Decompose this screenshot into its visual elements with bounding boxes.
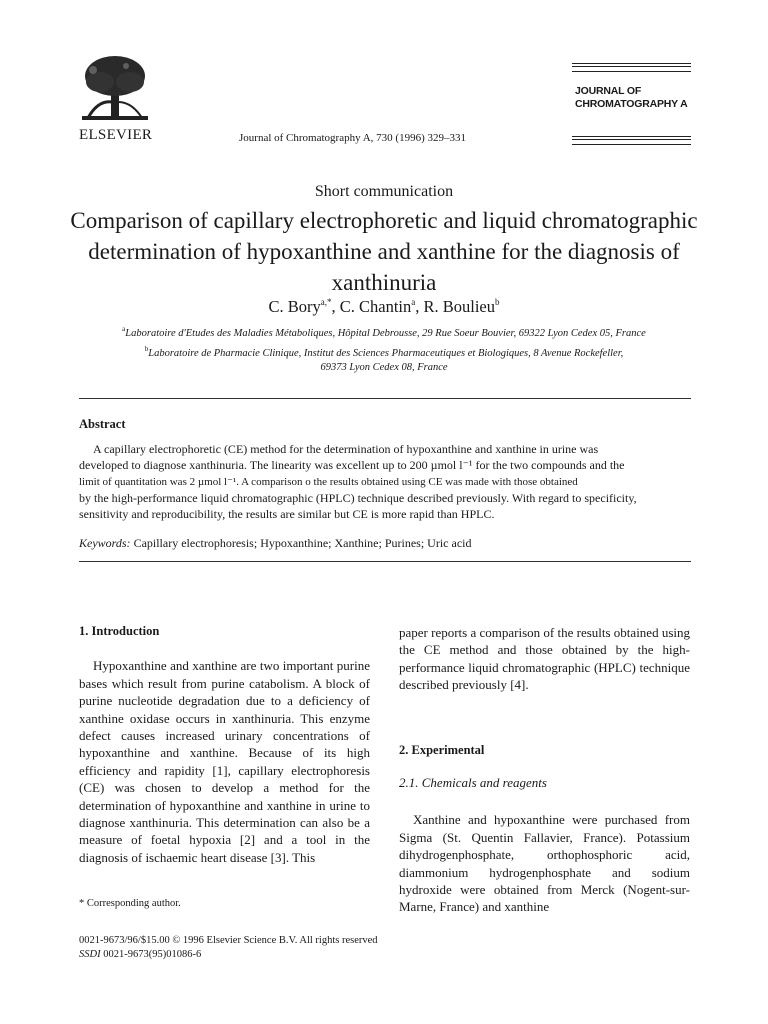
ssdi-line: SSDI 0021-9673(95)01086-6	[79, 949, 202, 960]
keywords-list: Capillary electrophoresis; Hypoxanthine; Xanthine; Purines; Uric acid	[133, 536, 472, 550]
journal-rule	[572, 136, 691, 137]
author-name: C. Bory	[268, 297, 321, 316]
abstract-body	[79, 441, 691, 522]
affiliation-line: $^b$Laboratoire de Pharmacie Clinique, Institut des Sciences Pharmaceutiques et Biologiques, 8 Avenue Rockefeller,	[144, 344, 624, 359]
article-title: Comparison of capillary electrophoretic and liquid chromatographic determination of hypoxanthine and xanthine for the diagnosis of xanthinuria	[70, 208, 698, 295]
abstract-line: A capillary electrophoretic (CE) method for the determination of hypoxanthine and xanthine in urine was	[93, 442, 599, 456]
copyright-info	[79, 934, 378, 962]
journal-name: JOURNAL OF CHROMATOGRAPHY A	[575, 85, 688, 110]
section-divider	[79, 398, 691, 399]
journal-rule	[572, 71, 691, 72]
subsection-heading: 2.1. Chemicals and reagents	[399, 775, 547, 791]
abstract-line: developed to diagnose xanthinuria. The linearity was excellent up to 200 µmol l⁻¹ for the two compounds and the	[79, 458, 625, 473]
right-column	[399, 624, 690, 916]
section-heading: 1. Introduction	[79, 624, 160, 638]
body-paragraph: paper reports a comparison of the results obtained using the CE method and those obtained by the high-performance liquid chromatographic (HPLC) technique described previously [4].	[399, 625, 690, 693]
journal-rule	[572, 66, 691, 67]
body-paragraph: Hypoxanthine and xanthine are two important purine bases which result from purine catabolism. A block of purine nucleotide degradation due to a deficiency of xanthine oxidase occurs in xanthinuria. This enzyme defect causes increased urinary concentrations of hypoxanthine and xanthine. Because of its high efficiency and rapidity [1], capillary electrophoresis (CE) was chosen to develop a method for the determination of hypoxanthine and xanthine in urine to diagnose xanthinuria. This determination can also be a measure of foetal hypoxia [2] and a tool in the diagnosis of ischaemic heart disease [3]. This	[79, 658, 370, 865]
abstract-line: limit of quantitation was 2 µmol l⁻¹. A comparison o the results obtained using CE was made with those obtained	[79, 475, 578, 488]
keywords-label: Keywords:	[79, 536, 131, 550]
author-name: R. Boulieu	[423, 297, 496, 316]
issn-line: 0021-9673/96/$15.00 © 1996 Elsevier Science B.V. All rights reserved	[79, 935, 378, 946]
author-name: C. Chantin	[339, 297, 412, 316]
article-type: Short communication	[314, 183, 454, 200]
section-heading: 2. Experimental	[399, 742, 485, 757]
publisher-name: ELSEVIER	[79, 127, 153, 143]
author-affiliation-mark: a	[411, 297, 416, 307]
footnote: * Corresponding author.	[79, 898, 181, 909]
left-column	[79, 623, 370, 866]
abstract-heading: Abstract	[79, 417, 126, 431]
author-list: C. Bory$^{a,*}$, C. Chantin$^a$, R. Boulieu$^b$	[268, 297, 500, 316]
body-paragraph: Xanthine and hypoxanthine were purchased from Sigma (St. Quentin Fallavier, France). Potassium dihydrogenphosphate, orthophosphoric acid, diammonium hydrogenphosphate and sodium hydroxide were obtained from Merck (Nogent-sur-Marne, France) and xanthine	[399, 812, 690, 915]
journal-rule	[572, 144, 691, 145]
abstract-line: sensitivity and reproducibility, the results are similar but CE is more rapid than HPLC.	[79, 507, 495, 522]
author-affiliation-mark: b	[495, 297, 500, 307]
author-affiliation-mark: a,*	[320, 297, 332, 307]
journal-rule	[572, 139, 691, 140]
journal-citation: Journal of Chromatography A, 730 (1996) 329–331	[239, 132, 466, 144]
affiliation-line: $^a$Laboratoire d'Etudes des Maladies Métaboliques, Hôpital Debrousse, 29 Rue Soeur Bouvier, 69322 Lyon Cedex 05, France	[122, 325, 646, 339]
affiliations	[60, 322, 708, 376]
elsevier-tree-logo	[78, 52, 152, 126]
abstract-line: by the high-performance liquid chromatographic (HPLC) technique described previously. With regard to specificity,	[79, 490, 637, 505]
section-divider	[79, 561, 691, 562]
affiliation-line: 69373 Lyon Cedex 08, France	[320, 362, 448, 373]
journal-rule	[572, 63, 691, 64]
keywords	[79, 536, 691, 551]
